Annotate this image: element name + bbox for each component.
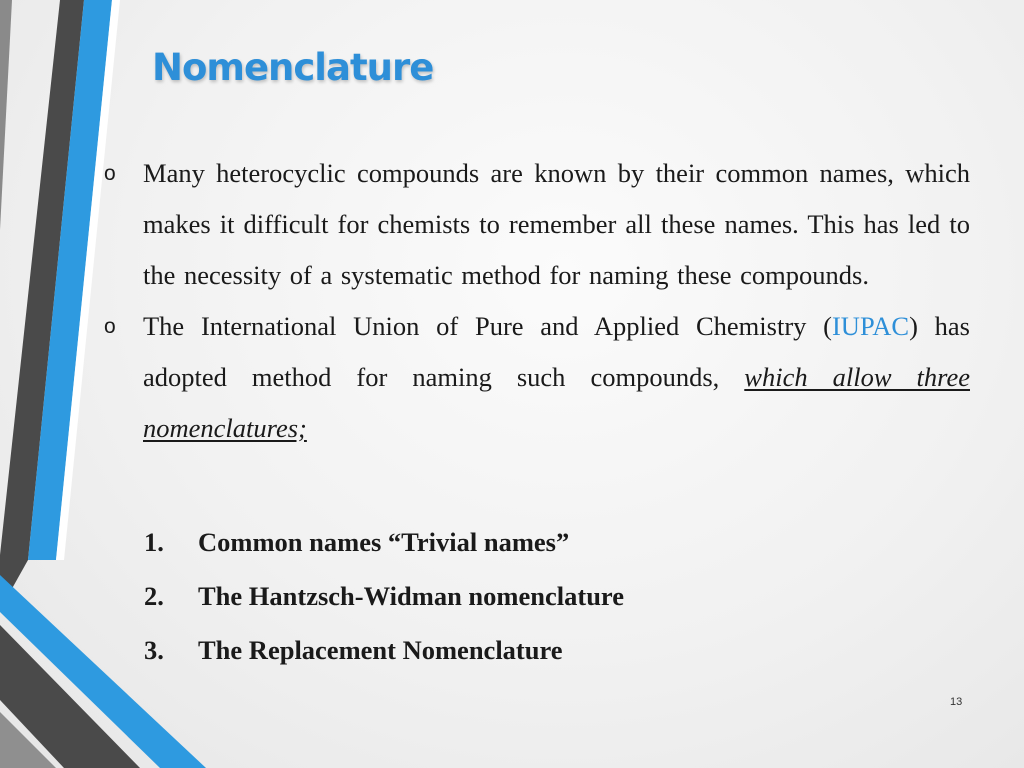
list-item: [144, 515, 624, 569]
slide-title: Nomenclature: [152, 46, 434, 89]
bullet-text-2: [143, 301, 970, 454]
bullet-marker-icon: o: [104, 162, 116, 185]
iupac-highlight: IUPAC: [831, 311, 910, 341]
bullet-list: [104, 148, 970, 454]
bullet-item-1: [104, 148, 970, 301]
bullet-marker-icon: o: [104, 315, 116, 338]
list-label: Common names “Trivial names”: [198, 526, 570, 557]
list-label: The Hantzsch-Widman nomenclature: [198, 580, 624, 611]
bullet-text-2-emphasis: which allow three nomenclatures;: [143, 362, 970, 443]
list-number: 3.: [144, 634, 164, 665]
bullet-text-1: Many heterocyclic compounds are known by their common names, which makes it difficult for chemists to remember all these names. This has led to the necessity of a systematic method for naming these compounds.: [143, 158, 970, 290]
bullet-text-2-middle: ) has adopted method for naming such compounds,: [143, 311, 970, 392]
list-number: 2.: [144, 580, 164, 611]
nomenclature-list: [144, 515, 624, 677]
list-item: [144, 623, 624, 677]
bullet-text-2-start: The International Union of Pure and Applied Chemistry (: [143, 311, 832, 341]
stripe-gray-thin: [0, 0, 12, 230]
list-item: [144, 569, 624, 623]
list-number: 1.: [144, 526, 164, 557]
list-label: The Replacement Nomenclature: [198, 634, 563, 665]
bullet-item-2: [104, 301, 970, 454]
page-number: 13: [950, 696, 963, 708]
